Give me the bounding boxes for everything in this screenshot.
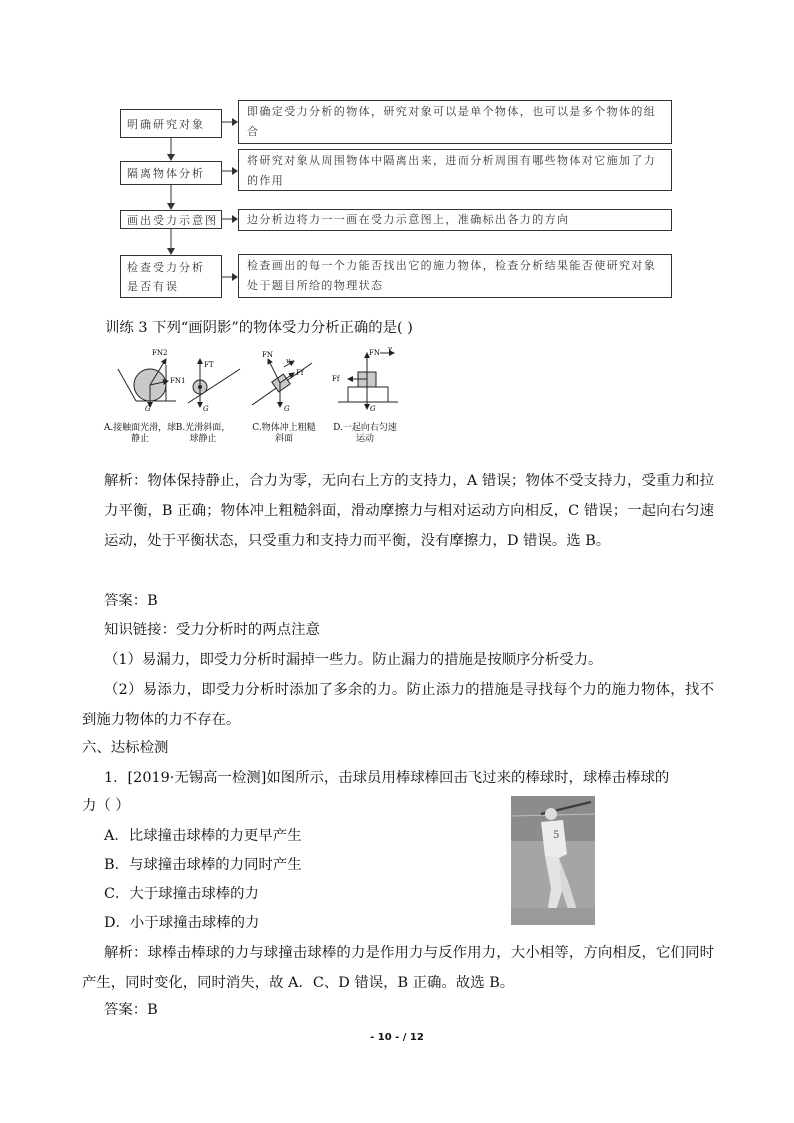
- flow-step-2-desc: 将研究对象从周围物体中隔离出来，进而分析周围有哪些物体对它施加了力的作用: [238, 149, 672, 191]
- flow-step-3-desc: 边分析边将力一一画在受力示意图上，准确标出各力的方向: [238, 209, 672, 231]
- figure-a: [118, 359, 176, 407]
- exercise3-title: 训练 3 下列“画阴影”的物体受力分析正确的是( ): [105, 320, 413, 336]
- figure-b-label-ft: FT: [204, 361, 214, 369]
- figure-c-label-ff: Ff: [296, 369, 304, 377]
- figure-b: [188, 359, 240, 407]
- flow-step-2-label: 隔离物体分析: [127, 167, 205, 180]
- baseball-batter-photo: [511, 796, 595, 925]
- q1-option-d: D．小于球撞击球棒的力: [104, 915, 260, 931]
- flow-step-1-label: 明确研究对象: [127, 117, 205, 131]
- figure-a-label-fn1: FN1: [170, 377, 186, 385]
- figure-a-label-g: G: [145, 405, 151, 411]
- figure-b-caption: B.光滑斜面，球静止: [175, 423, 231, 444]
- figure-a-label-fn2: FN2: [152, 349, 168, 357]
- q1-option-b: B．与球撞击球棒的力同时产生: [104, 857, 302, 873]
- figure-d-label-v: v: [388, 345, 392, 353]
- figure-c-caption: C.物体冲上粗糙斜面: [252, 423, 316, 444]
- exercise3-analysis: 解析：物体保持静止，合力为零，无向右上方的支持力，A 错误；物体不受支持力，受重力和拉力平衡，B 正确；物体冲上粗糙斜面，滑动摩擦力与相对运动方向相反，C 错误；一起向右匀速运动，处于平衡状态，只受重力和支持力而平衡，没有摩擦力，D 错误。选 B。: [104, 473, 714, 549]
- flow-step-3-label: 画出受力示意图: [127, 213, 218, 227]
- figure-d-label-g: G: [370, 405, 376, 411]
- flow-step-1-desc: 即确定受力分析的物体，研究对象可以是单个物体，也可以是多个物体的组合: [238, 100, 672, 144]
- exercise3-answer: 答案：B: [104, 593, 158, 609]
- figure-a-caption: A.接触面光滑，球静止: [103, 423, 177, 444]
- knowledge-point-1: （1）易漏力，即受力分析时漏掉一些力。防止漏力的措施是按顺序分析受力。: [104, 652, 603, 668]
- figure-c-label-v: v: [286, 357, 290, 365]
- figure-c-label-g: G: [284, 405, 290, 411]
- figure-d: [338, 353, 398, 409]
- svg-text:5: 5: [553, 830, 560, 841]
- page-number: - 10 - / 12: [370, 1032, 424, 1043]
- knowledge-point-2: （2）易添力，即受力分析时添加了多余的力。防止添力的措施是寻找每个力的施力物体，找不到施力物体的力不存在。: [82, 682, 714, 728]
- flow-step-1: [120, 109, 222, 138]
- figure-c-label-fn: FN: [262, 351, 273, 359]
- flow-step-4-label: 检查受力分析是否有误: [127, 260, 205, 293]
- figure-d-label-ff: Ff: [332, 375, 340, 383]
- figure-d-caption: D.一起向右匀速运动: [333, 423, 397, 444]
- section6-title: 六、达标检测: [82, 740, 169, 756]
- q1-stem-line2: 力（ ）: [82, 798, 130, 814]
- knowledge-title: 知识链接：受力分析时的两点注意: [104, 622, 320, 638]
- q1-option-a: A．比球撞击球棒的力更早产生: [104, 828, 302, 844]
- q1-analysis: 解析：球棒击棒球的力与球撞击球棒的力是作用力与反作用力，大小相等，方向相反，它们同时产生，同时变化，同时消失，故 A．C、D 错误，B 正确。故选 B。: [82, 945, 714, 991]
- figure-d-label-fn: FN: [369, 349, 380, 357]
- flow-step-4-desc: 检查画出的每一个力能否找出它的施力物体，检查分析结果能否使研究对象处于题目所给的物理状态: [238, 254, 672, 298]
- figure-b-label-g: G: [203, 405, 209, 411]
- q1-option-c: C．大于球撞击球棒的力: [104, 886, 259, 902]
- flow-step-2: [120, 161, 222, 185]
- exercise3-figures: [100, 345, 420, 411]
- flow-step-3: [120, 210, 222, 229]
- figure-c: [252, 359, 312, 407]
- q1-stem-line1: 1．[2019·无锡高一检测]如图所示，击球员用棒球棒回击飞过来的棒球时，球棒击棒球的: [104, 770, 670, 786]
- q1-answer: 答案：B: [104, 1002, 158, 1018]
- flow-step-4: [120, 255, 222, 298]
